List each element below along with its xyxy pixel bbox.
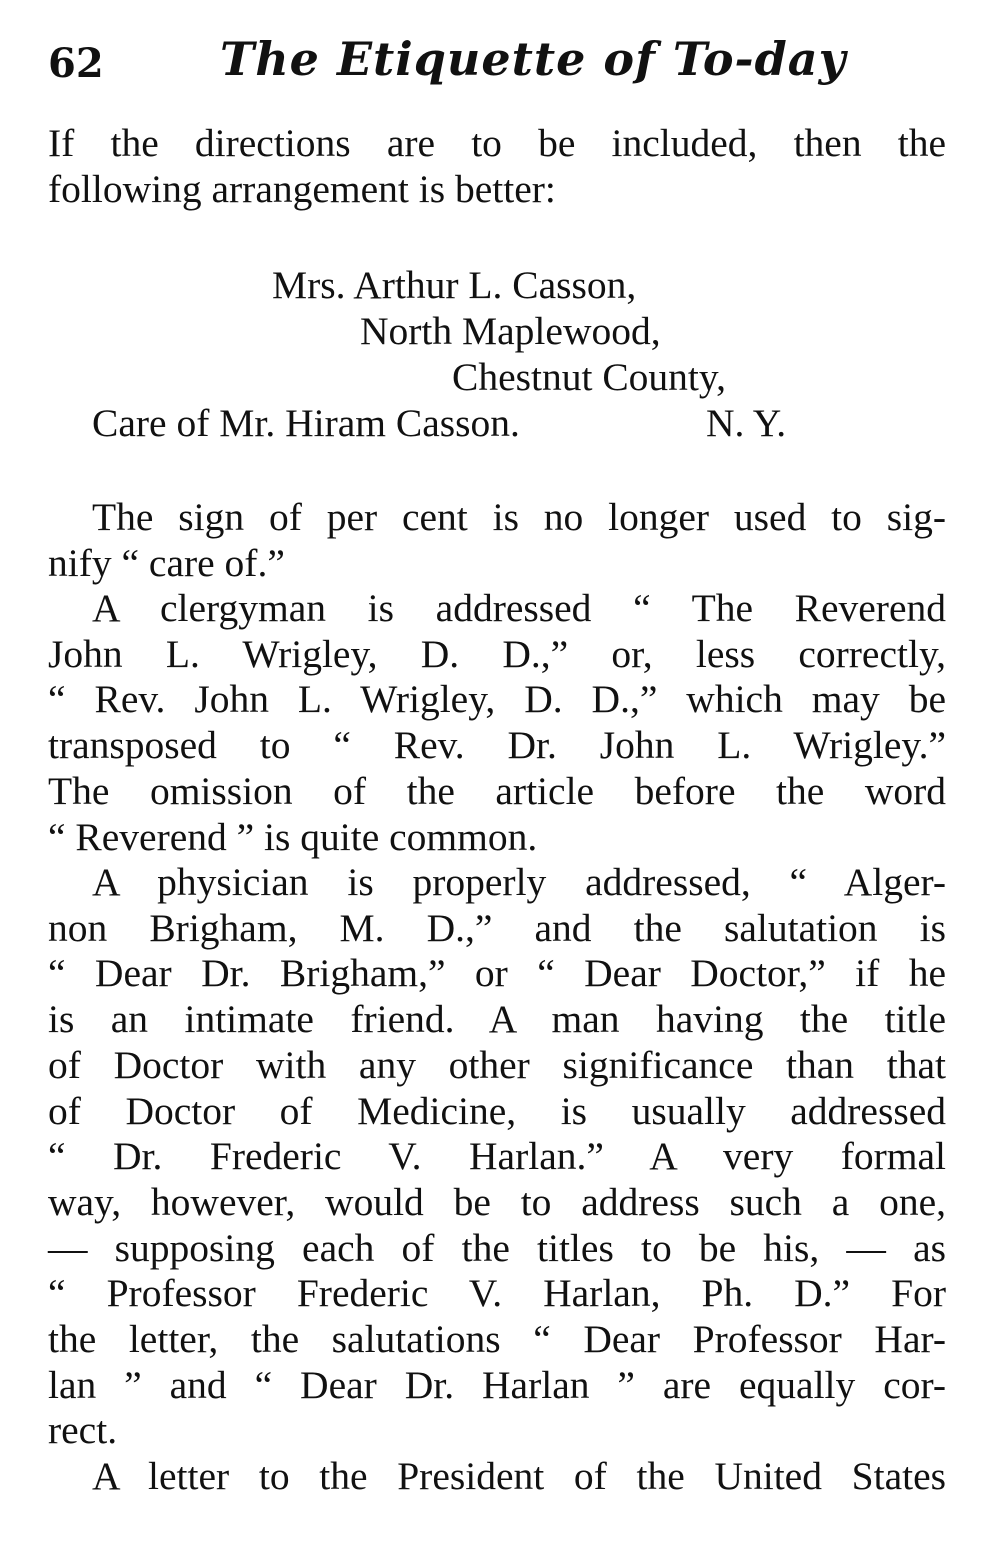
text-line: The omission of the article before the word [48,768,946,813]
text-line: A clergyman is addressed “ The Reverend [92,586,946,630]
address-line-1: Mrs. Arthur L. Casson, [272,263,637,307]
text-line: John L. Wrigley, D. D.,” or, less correctly, [48,631,946,676]
text-line: non Brigham, M. D.,” and the salutation is [48,905,946,950]
paragraph-president [48,1454,946,1500]
paragraph-clergyman [48,586,946,860]
address-line-4-right: N. Y. [706,401,787,445]
text-line: If the directions are to be included, then the [48,121,946,165]
text-line: — supposing each of the titles to be his, — as [48,1225,946,1270]
text-line: way, however, would be to address such a one, [48,1179,946,1224]
text-line: “ Professor Frederic V. Harlan, Ph. D.” For [48,1271,946,1316]
text-line: of Doctor of Medicine, is usually addressed [48,1088,946,1133]
text-line: following arrangement is better: [48,166,556,211]
address-line-4-left: Care of Mr. Hiram Casson. [92,401,520,445]
text-line: “ Dear Dr. Brigham,” or “ Dear Doctor,” if he [48,951,946,996]
text-line: “ Dr. Frederic V. Harlan.” A very formal [48,1134,946,1179]
running-title: The Etiquette of To-day [220,32,847,86]
page-header [48,32,948,102]
paragraph-per-cent [48,495,946,586]
text-line: nify “ care of.” [48,540,285,585]
intro-paragraph [48,121,946,212]
text-line: transposed to “ Rev. Dr. John L. Wrigley.” [48,723,946,768]
address-line-2: North Maplewood, [360,309,661,353]
text-line: of Doctor with any other significance than that [48,1042,946,1087]
text-line: “ Reverend ” is quite common. [48,814,538,859]
text-line: rect. [48,1408,118,1453]
page-number: 62 [48,40,104,87]
text-line: A physician is properly addressed, “ Alger- [92,860,946,904]
paragraph-physician [48,860,946,1454]
text-line: lan ” and “ Dear Dr. Harlan ” are equally cor- [48,1362,946,1407]
text-line: “ Rev. John L. Wrigley, D. D.,” which may be [48,677,946,722]
text-line: The sign of per cent is no longer used to sig- [92,495,946,539]
text-line: A letter to the President of the United States [92,1454,946,1498]
address-line-3: Chestnut County, [452,355,726,399]
text-line: is an intimate friend. A man having the title [48,997,946,1042]
text-line: the letter, the salutations “ Dear Professor Har- [48,1317,946,1362]
